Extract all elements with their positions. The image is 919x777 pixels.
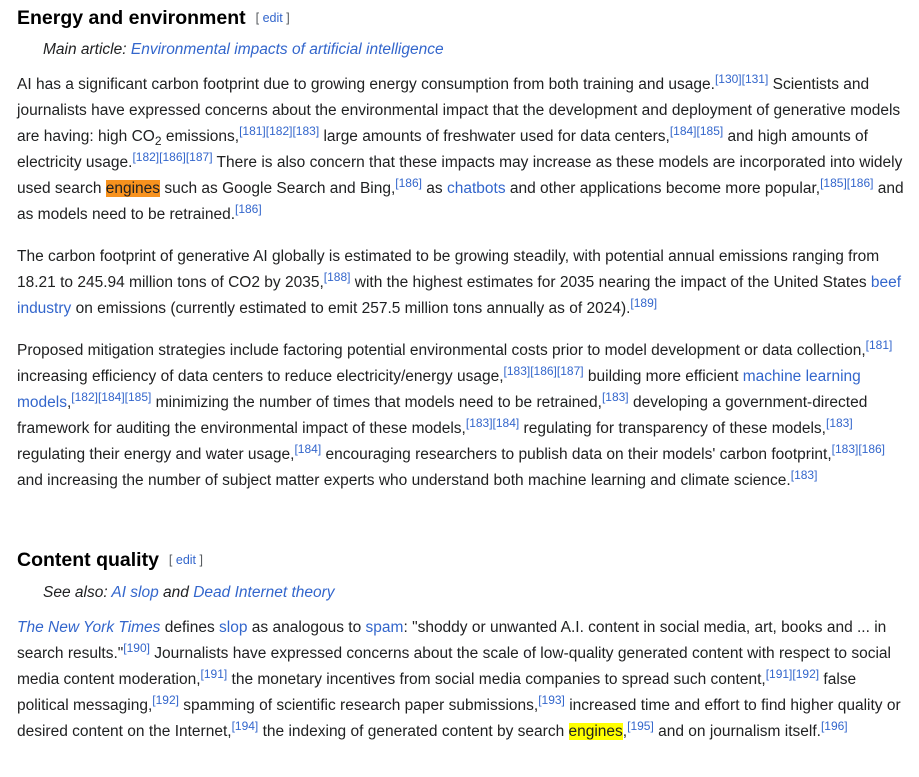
citation[interactable]: [183] bbox=[601, 390, 629, 404]
subscript: 2 bbox=[154, 134, 162, 148]
text: building more efficient bbox=[583, 368, 743, 385]
text: The carbon footprint of generative AI globally is estimated to be growing steadily, with potential annual emissions ranging from 18.21 to 245.94 million tons of CO2 by 2035, bbox=[17, 248, 880, 291]
text: and other applications become more popular, bbox=[505, 180, 821, 197]
citation[interactable]: [183][186] bbox=[831, 442, 886, 456]
edit-section-content: [ edit ] bbox=[168, 553, 203, 567]
hatnote-link-ai-slop[interactable]: AI slop bbox=[111, 584, 159, 601]
heading-text: Energy and environment bbox=[17, 7, 246, 29]
citation[interactable]: [190] bbox=[123, 641, 150, 655]
citation[interactable]: [183] bbox=[825, 416, 853, 430]
hatnote-link-dead-internet[interactable]: Dead Internet theory bbox=[193, 584, 335, 601]
citation[interactable]: [181] bbox=[865, 338, 893, 352]
text: defines bbox=[160, 619, 220, 636]
hatnote-prefix: See also: bbox=[43, 584, 112, 601]
hatnote-prefix: Main article: bbox=[43, 41, 131, 58]
text: developing a government-directed framework for auditing the environmental impact of these models, bbox=[17, 394, 868, 437]
text: false political messaging, bbox=[17, 671, 857, 714]
link-slop[interactable]: slop bbox=[219, 619, 248, 636]
link-chatbots[interactable]: chatbots bbox=[446, 180, 506, 197]
link-spam[interactable]: spam bbox=[365, 619, 404, 636]
section-heading-energy bbox=[17, 5, 290, 31]
text: emissions, bbox=[161, 128, 240, 145]
citation[interactable]: [185][186] bbox=[820, 176, 874, 190]
text: and on journalism itself. bbox=[653, 723, 821, 740]
citation[interactable]: [130][131] bbox=[714, 72, 769, 86]
text: , bbox=[66, 394, 72, 411]
text: with the highest estimates for 2035 nearing the impact of the United States bbox=[350, 274, 871, 291]
citation[interactable]: [191] bbox=[200, 667, 228, 681]
text: and increasing the number of subject matter experts who understand both machine learning and climate science. bbox=[17, 472, 791, 489]
paragraph-energy-1 bbox=[17, 72, 910, 228]
text: AI has a significant carbon footprint due to growing energy consumption from both training and usage. bbox=[17, 76, 715, 93]
text: and as models need to be retrained. bbox=[17, 180, 904, 223]
text: , bbox=[622, 723, 628, 740]
section-heading-content-quality bbox=[17, 547, 203, 573]
paragraph-energy-3 bbox=[17, 338, 910, 494]
find-highlight-match: engines bbox=[568, 723, 623, 740]
text: encouraging researchers to publish data on their models' carbon footprint, bbox=[321, 446, 832, 463]
text: increased time and effort to find higher quality or desired content on the Internet, bbox=[17, 697, 901, 740]
edit-link[interactable]: edit bbox=[175, 553, 197, 567]
link-beef-industry[interactable]: beef industry bbox=[17, 274, 902, 317]
citation[interactable]: [192] bbox=[152, 693, 179, 707]
citation[interactable]: [195] bbox=[627, 719, 654, 733]
citation[interactable]: [194] bbox=[231, 719, 259, 733]
citation[interactable]: [189] bbox=[630, 296, 658, 310]
edit-section-energy: [ edit ] bbox=[255, 11, 290, 25]
text: large amounts of freshwater used for data centers, bbox=[319, 128, 670, 145]
text: on emissions (currently estimated to emit 257.5 million tons annually as of 2024). bbox=[71, 300, 631, 317]
text: : "shoddy or unwanted A.I. content in social media, art, books and ... in search results." bbox=[17, 619, 887, 662]
citation[interactable]: [183] bbox=[790, 468, 818, 482]
citation[interactable]: [181][182][183] bbox=[239, 124, 320, 138]
citation[interactable]: [186] bbox=[235, 202, 262, 216]
text: There is also concern that these impacts may increase as these models are incorporated into widely used search bbox=[17, 154, 903, 197]
text: minimizing the number of times that models need to be retrained, bbox=[151, 394, 602, 411]
text: Journalists have expressed concerns about the scale of low-quality generated content with respect to social media content moderation, bbox=[17, 645, 891, 688]
link-machine-learning-models[interactable]: machine learning models bbox=[17, 368, 861, 411]
edit-link[interactable]: edit bbox=[262, 11, 283, 25]
hatnote-and: and bbox=[158, 584, 194, 601]
text: the indexing of generated content by search bbox=[258, 723, 569, 740]
citation[interactable]: [184] bbox=[294, 442, 322, 456]
text: and high amounts of electricity usage. bbox=[17, 128, 868, 171]
text: the monetary incentives from social media companies to spread such content, bbox=[227, 671, 766, 688]
find-highlight-current: engines bbox=[105, 180, 161, 197]
citation[interactable]: [191][192] bbox=[765, 667, 820, 681]
citation[interactable]: [183][186][187] bbox=[503, 364, 584, 378]
hatnote-main-article bbox=[43, 40, 444, 60]
text: regulating for transparency of these models, bbox=[519, 420, 826, 437]
text: Proposed mitigation strategies include factoring potential environmental costs prior to model development or data collection, bbox=[17, 342, 866, 359]
hatnote-see-also bbox=[43, 583, 335, 603]
text: as analogous to bbox=[247, 619, 366, 636]
link-new-york-times[interactable]: The New York Times bbox=[17, 619, 161, 636]
hatnote-link[interactable]: Environmental impacts of artificial intelligence bbox=[130, 41, 444, 58]
citation[interactable]: [184][185] bbox=[669, 124, 724, 138]
text: increasing efficiency of data centers to reduce electricity/energy usage, bbox=[17, 368, 504, 385]
paragraph-content-1 bbox=[17, 615, 910, 745]
text: regulating their energy and water usage, bbox=[17, 446, 295, 463]
citation[interactable]: [196] bbox=[820, 719, 848, 733]
citation[interactable]: [186] bbox=[395, 176, 422, 190]
heading-text: Content quality bbox=[17, 549, 159, 571]
citation[interactable]: [183][184] bbox=[465, 416, 520, 430]
text: such as Google Search and Bing, bbox=[160, 180, 396, 197]
text: as bbox=[421, 180, 447, 197]
citation[interactable]: [182][184][185] bbox=[71, 390, 152, 404]
text: Scientists and journalists have expressed concerns about the environmental impact that the development and deployment of generative models are having: high CO bbox=[17, 76, 901, 145]
citation[interactable]: [182][186][187] bbox=[132, 150, 213, 164]
text: spamming of scientific research paper submissions, bbox=[178, 697, 539, 714]
citation[interactable]: [188] bbox=[323, 270, 351, 284]
citation[interactable]: [193] bbox=[538, 693, 565, 707]
paragraph-energy-2 bbox=[17, 244, 910, 322]
